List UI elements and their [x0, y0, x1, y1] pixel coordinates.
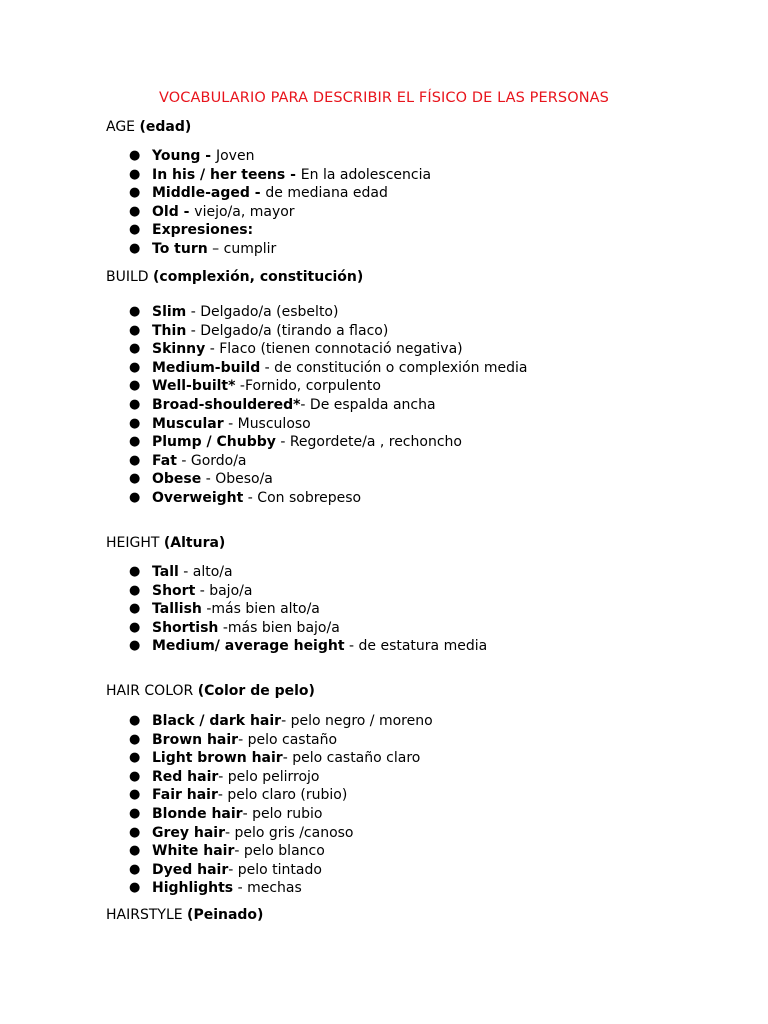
heading-term: BUILD: [106, 269, 154, 285]
bullet-icon: ●: [129, 582, 141, 598]
bullet-icon: ●: [129, 731, 141, 747]
heading-term: AGE: [106, 119, 140, 135]
list-item: [126, 396, 528, 415]
bullet-icon: ●: [129, 240, 141, 256]
bullet-icon: ●: [129, 768, 141, 784]
term: Medium-build: [152, 359, 261, 376]
list-item: [126, 489, 528, 508]
term: Highlights: [152, 880, 234, 897]
list-item: [126, 433, 528, 452]
term: In his / her teens -: [152, 166, 301, 183]
list-item: [126, 861, 433, 880]
heading-text: [106, 119, 191, 135]
definition: - bajo/a: [195, 582, 253, 599]
term: Fat: [152, 452, 177, 469]
term: Slim: [152, 304, 187, 320]
list-item: [126, 582, 487, 601]
definition: -Fornido, corpulento: [235, 378, 381, 395]
definition: - alto/a: [178, 564, 233, 580]
term: Young -: [152, 148, 216, 164]
bullet-icon: ●: [129, 166, 141, 182]
list-item: [126, 415, 528, 434]
list-item: [126, 712, 433, 731]
list-item: [126, 166, 431, 185]
term: Obese: [152, 471, 202, 488]
list-item: [126, 359, 528, 378]
definition: - Delgado/a (esbelto): [186, 304, 339, 320]
list-item: [126, 203, 431, 222]
definition: - Gordo/a: [176, 452, 247, 469]
heading-term: HAIR COLOR: [106, 683, 198, 699]
definition: - Obeso/a: [201, 471, 273, 488]
list-item: [126, 452, 528, 471]
heading-translation: (Peinado): [187, 907, 264, 923]
definition: En la adolescencia: [300, 166, 432, 183]
term: Grey hair: [152, 824, 226, 841]
term: Black / dark hair: [152, 713, 282, 729]
term: Tallish: [152, 601, 202, 618]
bullet-icon: ●: [129, 824, 141, 840]
list-item: [126, 184, 431, 203]
bullet-icon: ●: [129, 415, 141, 431]
definition: - de estatura media: [344, 638, 488, 655]
list-item: [126, 805, 433, 824]
definition: - pelo tintado: [228, 861, 322, 878]
definition: - pelo castaño claro: [282, 750, 421, 767]
definition: - mechas: [233, 880, 302, 897]
list-item: [126, 879, 433, 898]
list-item: [126, 619, 487, 638]
definition: Joven: [215, 148, 255, 164]
heading-text: [106, 907, 263, 923]
bullet-icon: ●: [129, 434, 141, 450]
definition: -más bien bajo/a: [218, 619, 340, 636]
list-item: [126, 768, 433, 787]
definition: de mediana edad: [265, 185, 388, 202]
heading-term: HEIGHT: [106, 535, 164, 551]
list-item: [126, 340, 528, 359]
section-heading-build: [106, 269, 363, 285]
definition: -más bien alto/a: [201, 601, 320, 618]
term: Muscular: [152, 415, 224, 432]
term: Medium/ average height: [152, 638, 345, 655]
bullet-icon: ●: [129, 185, 141, 201]
term: Middle-aged -: [152, 185, 266, 202]
heading-text: [106, 683, 315, 699]
list-item: [126, 470, 528, 489]
bullet-icon: ●: [129, 638, 141, 654]
definition: - pelo rubio: [242, 805, 323, 822]
term: Red hair: [152, 768, 219, 785]
definition: - Musculoso: [223, 415, 311, 432]
definition: - pelo gris /canoso: [225, 824, 354, 841]
heading-translation: (edad): [139, 119, 192, 135]
list-item: [126, 824, 433, 843]
bullet-icon: ●: [129, 489, 141, 505]
list-item: [126, 377, 528, 396]
definition: - pelo blanco: [234, 843, 325, 860]
bullet-icon: ●: [129, 861, 141, 877]
bullet-icon: ●: [129, 880, 141, 896]
term: To turn: [152, 240, 208, 257]
document-title: VOCABULARIO PARA DESCRIBIR EL FÍSICO DE LAS PERSONAS: [159, 90, 609, 106]
definition: - pelo pelirrojo: [218, 768, 320, 785]
definition: - pelo negro / moreno: [281, 713, 433, 729]
term: Expresiones:: [152, 222, 254, 239]
heading-term: HAIRSTYLE: [106, 907, 188, 923]
definition: – cumplir: [207, 240, 277, 257]
term: Broad-shouldered*: [152, 396, 301, 413]
list-item: [126, 600, 487, 619]
term: Plump / Chubby: [152, 434, 276, 451]
term: Brown hair: [152, 731, 239, 748]
bullet-icon: ●: [129, 750, 141, 766]
list-item: [126, 221, 431, 240]
bullet-icon: ●: [129, 601, 141, 617]
list-item: [126, 563, 487, 582]
bullet-icon: ●: [129, 471, 141, 487]
term: Short: [152, 582, 196, 599]
term: Fair hair: [152, 787, 218, 804]
term: Old -: [152, 203, 195, 220]
list-item: [126, 842, 433, 861]
bullet-icon: ●: [129, 564, 141, 579]
list-item: [126, 786, 433, 805]
bullet-icon: ●: [129, 378, 141, 394]
list-item: [126, 731, 433, 750]
list-item: [126, 303, 528, 322]
definition: - Flaco (tienen connotació negativa): [205, 341, 463, 358]
heading-text: [106, 269, 363, 285]
heading-text: [106, 535, 225, 551]
term: Tall: [152, 564, 179, 580]
definition: - Regordete/a , rechoncho: [275, 434, 462, 451]
list-item: [126, 637, 487, 656]
section-heading-height: [106, 535, 225, 551]
term: Blonde hair: [152, 805, 243, 822]
term: Light brown hair: [152, 750, 283, 767]
term: Overweight: [152, 489, 244, 506]
list-item: [126, 240, 431, 259]
height-list: [126, 563, 487, 656]
age-list: [126, 147, 431, 259]
section-heading-hair-color: [106, 683, 315, 699]
term: Well-built*: [152, 378, 236, 395]
bullet-icon: ●: [129, 619, 141, 635]
bullet-icon: ●: [129, 713, 141, 728]
heading-translation: (Altura): [163, 535, 226, 551]
bullet-icon: ●: [129, 787, 141, 803]
term: Dyed hair: [152, 861, 229, 878]
term: Shortish: [152, 619, 219, 636]
bullet-icon: ●: [129, 359, 141, 375]
list-item: [126, 147, 431, 166]
heading-translation: (complexión, constitución): [153, 269, 364, 285]
term: Thin: [152, 322, 187, 339]
bullet-icon: ●: [129, 396, 141, 412]
bullet-icon: ●: [129, 452, 141, 468]
definition: viejo/a, mayor: [194, 203, 295, 220]
list-item: [126, 322, 528, 341]
term: White hair: [152, 843, 235, 860]
definition: - de constitución o complexión media: [260, 359, 528, 376]
definition: - Con sobrepeso: [243, 489, 362, 506]
bullet-icon: ●: [129, 222, 141, 238]
bullet-icon: ●: [129, 203, 141, 219]
bullet-icon: ●: [129, 304, 141, 319]
definition: - Delgado/a (tirando a flaco): [186, 322, 389, 339]
definition: - De espalda ancha: [300, 396, 436, 413]
hair-color-list: [126, 712, 433, 898]
bullet-icon: ●: [129, 805, 141, 821]
build-list: [126, 303, 528, 508]
section-heading-hairstyle: [106, 907, 263, 923]
section-heading-age: [106, 119, 191, 135]
heading-translation: (Color de pelo): [197, 683, 315, 699]
bullet-icon: ●: [129, 843, 141, 859]
bullet-icon: ●: [129, 148, 141, 163]
list-item: [126, 749, 433, 768]
definition: - pelo claro (rubio): [217, 787, 348, 804]
definition: - pelo castaño: [238, 731, 338, 748]
bullet-icon: ●: [129, 341, 141, 357]
bullet-icon: ●: [129, 322, 141, 338]
term: Skinny: [152, 341, 206, 358]
